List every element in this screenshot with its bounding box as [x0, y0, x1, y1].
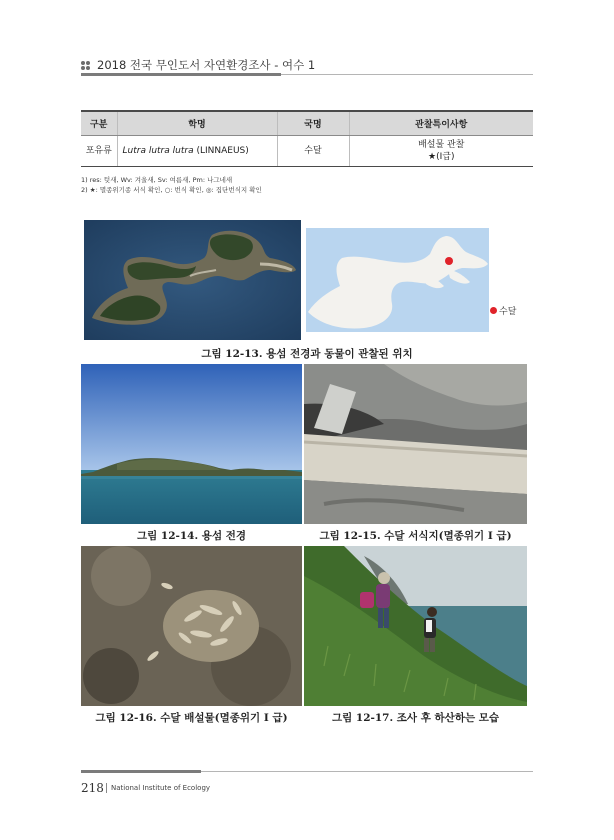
species-table	[81, 110, 533, 167]
figure-caption-12-13: 그림 12-13. 용섬 전경과 동물이 관찰된 위치	[201, 348, 413, 360]
col-header-korean-name: 국명	[277, 111, 349, 136]
figure-caption-12-16: 그림 12-16. 수달 배설물(멸종위기 I 급)	[95, 712, 288, 724]
note-1: 1) res: 텃새, Wv: 겨울새, Sv: 여름새, Pm: 나그네새	[81, 176, 233, 184]
table-notes	[81, 175, 262, 195]
col-header-scientific-name: 학명	[117, 111, 277, 136]
col-header-remarks: 관찰특이사항	[349, 111, 533, 136]
otter-habitat-photo	[304, 364, 527, 524]
cell-group: 포유류	[81, 136, 117, 167]
header-dots-icon	[81, 61, 91, 71]
table-row	[81, 136, 533, 167]
footer-rule-accent	[81, 770, 201, 773]
satellite-island-photo	[84, 220, 301, 340]
descending-survey-photo	[304, 546, 527, 706]
remark-line-1: 배설물 관찰	[418, 140, 465, 150]
island-view-photo	[81, 364, 302, 524]
cell-remarks	[349, 136, 533, 167]
scientific-name-italic: Lutra lutra lutra	[122, 146, 194, 156]
otter-location-marker	[445, 257, 453, 265]
figure-caption-12-15: 그림 12-15. 수달 서식지(멸종위기 I 급)	[319, 530, 512, 542]
footer-institute: National Institute of Ecology	[111, 784, 211, 792]
figure-caption-12-14: 그림 12-14. 용섬 전경	[136, 530, 247, 542]
location-map	[306, 228, 489, 332]
header-rule-accent	[81, 73, 281, 76]
scientific-name-author: (LINNAEUS)	[193, 146, 249, 156]
map-legend-label: 수달	[499, 307, 517, 317]
otter-spraint-photo	[81, 546, 302, 706]
page-number: 218	[81, 781, 104, 795]
running-header: 2018 전국 무인도서 자연환경조사 - 여수 1	[97, 58, 316, 72]
remark-line-2: ★(Ⅰ급)	[428, 152, 455, 162]
legend-marker-icon	[490, 307, 497, 314]
col-header-group: 구분	[81, 111, 117, 136]
cell-korean-name: 수달	[277, 136, 349, 167]
note-2: 2) ★: 멸종위기종 서식 확인, ○: 번식 확인, ◎: 집단번식지 확인	[81, 186, 262, 194]
figure-caption-12-17: 그림 12-17. 조사 후 하산하는 모습	[331, 712, 500, 724]
footer-separator	[106, 783, 107, 793]
cell-scientific-name	[117, 136, 277, 167]
